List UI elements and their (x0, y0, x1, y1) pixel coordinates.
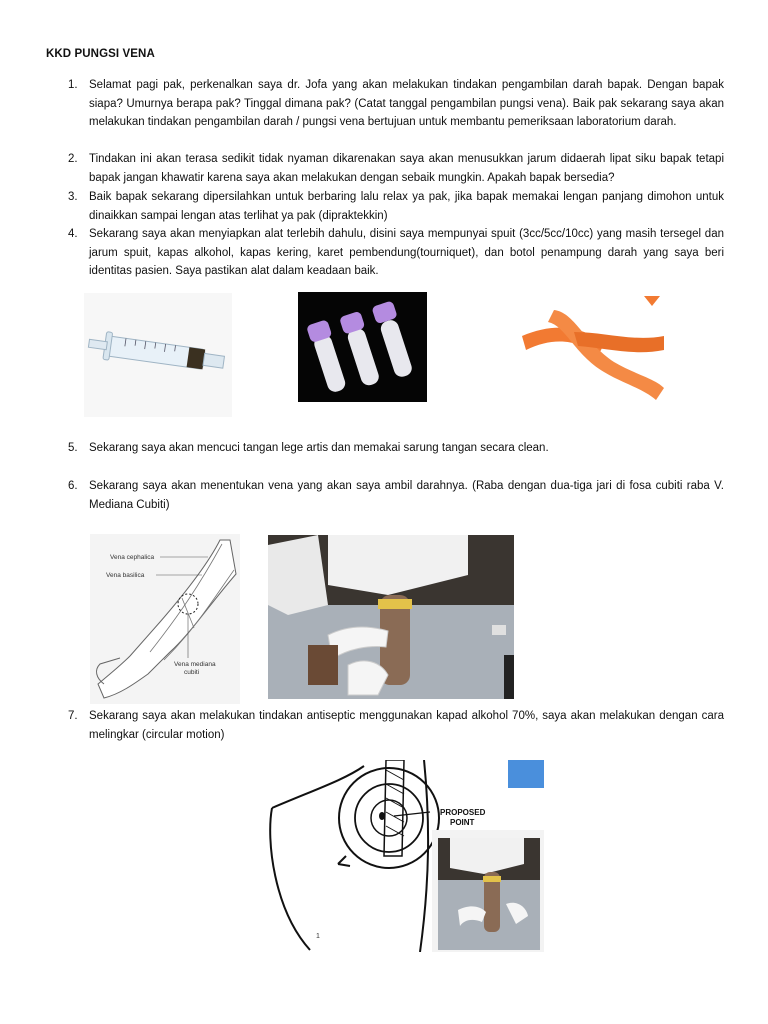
list-number: 6. (68, 480, 78, 492)
label-cubiti: cubiti (184, 669, 200, 676)
label-proposed: PROPOSED (440, 808, 486, 817)
palpation-photo (268, 535, 514, 699)
list-text: Tindakan ini akan terasa sedikit tidak nyaman dikarenakan saya akan menusukkan jarum didaerah lipat siku bapak tetapi bapak jangan khawatir karena saya akan melakukan dengan sebaik mungkin. Apakah bapak bersedia? (89, 153, 724, 184)
list-number: 4. (68, 228, 78, 240)
label-vena-cephalica: Vena cephalica (110, 554, 155, 561)
list-number: 5. (68, 442, 78, 454)
list-number: 1. (68, 79, 78, 91)
list-number: 2. (68, 153, 78, 165)
label-vena-basilica: Vena basilica (106, 572, 145, 579)
blue-box (508, 760, 544, 788)
list-text: Sekarang saya akan mencuci tangan lege artis dan memakai sarung tangan secara clean. (89, 442, 549, 454)
label-point: POINT (450, 818, 475, 827)
list-text: Selamat pagi pak, perkenalkan saya dr. Jofa yang akan melakukan tindakan pengambilan darah bapak. Dengan bapak siapa? Umurnya berapa pak? Tinggal dimana pak? (Catat tanggal pengambilan pungsi vena). Baik pak sekarang saya akan melakukan tindakan pengambilan darah / pungsi vena bertujuan untuk membantu pemeriksaan laboratorium darah. (89, 79, 724, 129)
circular-motion-diagram (254, 760, 544, 952)
list-text: Sekarang saya akan menentukan vena yang akan saya ambil darahnya. (Raba dengan dua-tiga jari di fosa cubiti raba V. Mediana Cubiti) (89, 480, 724, 511)
list-text: Baik bapak sekarang dipersilahkan untuk berbaring lalu relax ya pak, jika bapak memakai lengan panjang dimohon untuk dinaikkan sampai lengan atas terlihat ya pak (dipraktekkin) (89, 191, 724, 222)
list-number: 3. (68, 191, 78, 203)
list-number: 7. (68, 710, 78, 722)
tourniquet-image (514, 292, 676, 404)
svg-text:1: 1 (316, 933, 320, 940)
syringe-image (84, 293, 232, 417)
list-text: Sekarang saya akan menyiapkan alat terlebih dahulu, disini saya mempunyai spuit (3cc/5cc/10cc) yang masih tersegel dan jarum spuit, kapas alkohol, kapas kering, karet pembendung(tourniquet), dan botol penampung darah yang saya beri identitas pasien. Saya pastikan alat dalam keadaan baik. (89, 228, 724, 278)
list-text: Sekarang saya akan melakukan tindakan antiseptic menggunakan kapad alkohol 70%, saya akan melakukan dengan cara melingkar (circular motion) (89, 710, 724, 741)
label-vena-mediana: Vena mediana (174, 661, 216, 668)
arm-vein-diagram (90, 534, 240, 704)
document-title: KKD PUNGSI VENA (46, 48, 155, 60)
inset-photo (432, 830, 544, 952)
blood-tubes-image (298, 292, 427, 402)
